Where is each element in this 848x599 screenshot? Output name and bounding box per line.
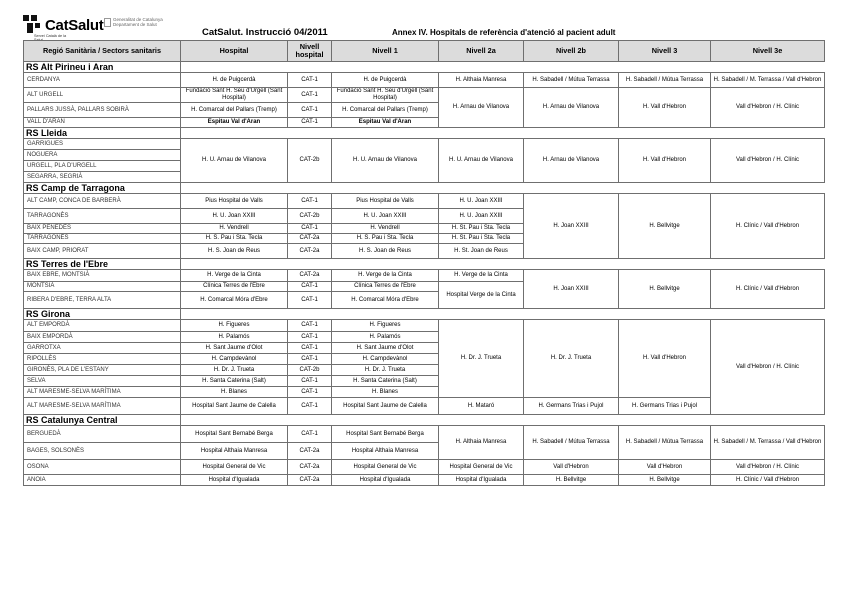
nivell2b-cell: H. Dr. J. Trueta — [524, 320, 619, 398]
hospital-cell: H. Santa Caterina (Salt) — [181, 376, 288, 387]
level-cell: CAT-1 — [288, 73, 332, 88]
nivell3e-cell: H. Sabadell / M. Terrassa / Vall d'Hebron — [711, 426, 825, 460]
logo-brand: CatSalut — [45, 17, 104, 34]
table-row — [24, 139, 825, 150]
nivell1-cell: H. Santa Caterina (Salt) — [332, 376, 439, 387]
nivell2a-cell: H. Althaia Manresa — [439, 73, 524, 88]
nivell2b-cell: H. Sabadell / Mútua Terrassa — [524, 426, 619, 460]
hospital-cell: H. Vendrell — [181, 224, 288, 234]
level-cell: CAT-2a — [288, 234, 332, 244]
sector-name: GARROTXA — [24, 343, 181, 354]
nivell1-cell: Clínica Terres de l'Ebre — [332, 282, 439, 292]
nivell2a-cell: H. U. Joan XXIII — [439, 209, 524, 224]
hospital-cell: H. Blanes — [181, 387, 288, 398]
region-name: RS Alt Pirineu i Aran — [24, 62, 181, 73]
level-cell: CAT-1 — [288, 118, 332, 128]
hospital-cell: Hospital Sant Jaume de Calella — [181, 398, 288, 415]
table-row — [24, 426, 825, 443]
sector-name: URGELL, PLA D'URGELL — [24, 161, 181, 172]
nivell1-cell: Hospital Sant Bernabé Berga — [332, 426, 439, 443]
hospital-cell: Fundació Sant H. Seu d'Urgell (Sant Hospital) — [181, 88, 288, 103]
level-cell: CAT-1 — [288, 88, 332, 103]
level-cell: CAT-2a — [288, 244, 332, 259]
nivell3-cell: H. Vall d'Hebron — [619, 88, 711, 128]
level-cell: CAT-1 — [288, 320, 332, 332]
nivell2a-cell: H. Arnau de Vilanova — [439, 88, 524, 128]
nivell2b-cell: H. Joan XXIII — [524, 270, 619, 309]
nivell1-cell: H. Dr. J. Trueta — [332, 365, 439, 376]
nivell3-cell: H. Bellvitge — [619, 270, 711, 309]
nivell3e-cell: Vall d'Hebron / H. Clínic — [711, 460, 825, 475]
sector-name: ANOIA — [24, 475, 181, 486]
hospital-cell: H. Campdevànol — [181, 354, 288, 365]
nivell1-cell: H. Comarcal del Pallars (Tremp) — [332, 103, 439, 118]
region-name: RS Camp de Tarragona — [24, 183, 181, 194]
sector-name: PALLARS JUSSÀ, PALLARS SOBIRÀ — [24, 103, 181, 118]
nivell2a-cell: H. Verge de la Cinta — [439, 270, 524, 282]
nivell2a-cell: H. U. Arnau de Vilanova — [439, 139, 524, 183]
nivell3-cell: H. Germans Trias i Pujol — [619, 398, 711, 415]
generalitat-emblem-icon — [104, 18, 111, 27]
hospital-reference-table — [23, 40, 825, 486]
hospital-cell: H. Verge de la Cinta — [181, 270, 288, 282]
level-cell: CAT-2a — [288, 270, 332, 282]
nivell3-cell: H. Vall d'Hebron — [619, 139, 711, 183]
nivell1-cell: Pius Hospital de Valls — [332, 194, 439, 209]
region-name: RS Catalunya Central — [24, 415, 181, 426]
nivell2b-cell: H. Arnau de Vilanova — [524, 88, 619, 128]
level-cell: CAT-2a — [288, 475, 332, 486]
region-row — [24, 259, 825, 270]
hospital-cell: H. Comarcal del Pallars (Tremp) — [181, 103, 288, 118]
catsalut-mark-icon — [22, 13, 42, 35]
nivell2a-cell: Hospital d'Igualada — [439, 475, 524, 486]
nivell3e-cell: H. Sabadell / M. Terrassa / Vall d'Hebron — [711, 73, 825, 88]
nivell2b-cell: H. Arnau de Vilanova — [524, 139, 619, 183]
nivell3-cell: H. Sabadell / Mútua Terrassa — [619, 426, 711, 460]
level-cell: CAT-2a — [288, 460, 332, 475]
nivell3-cell: H. Vall d'Hebron — [619, 320, 711, 398]
sector-name: TARRAGONÈS — [24, 209, 181, 224]
level-cell: CAT-2b — [288, 139, 332, 183]
nivell2b-cell: H. Bellvitge — [524, 475, 619, 486]
nivell3e-cell: Vall d'Hebron / H. Clínic — [711, 320, 825, 415]
table-row — [24, 398, 825, 415]
sector-name: MONTSIÀ — [24, 282, 181, 292]
sector-name: GARRIGUES — [24, 139, 181, 150]
region-row — [24, 128, 825, 139]
hospital-cell: H. U. Joan XXIII — [181, 209, 288, 224]
nivell3-cell: H. Sabadell / Mútua Terrassa — [619, 73, 711, 88]
level-cell: CAT-1 — [288, 332, 332, 343]
table-row — [24, 475, 825, 486]
level-cell: CAT-1 — [288, 343, 332, 354]
region-row — [24, 183, 825, 194]
nivell1-cell: Hospital Sant Jaume de Calella — [332, 398, 439, 415]
nivell2b-cell: H. Joan XXIII — [524, 194, 619, 259]
sector-name: GIRONÈS, PLA DE L'ESTANY — [24, 365, 181, 376]
logo-servei: Servei Català de la — [34, 34, 67, 38]
hospital-cell: H. Palamós — [181, 332, 288, 343]
sector-name: BAIX PENEDÈS — [24, 224, 181, 234]
region-name: RS Lleida — [24, 128, 181, 139]
region-row — [24, 309, 825, 320]
sector-name: ALT EMPORDÀ — [24, 320, 181, 332]
nivell2a-cell: H. Althaia Manresa — [439, 426, 524, 460]
hospital-cell: Clínica Terres de l'Ebre — [181, 282, 288, 292]
nivell2a-cell: H. Mataró — [439, 398, 524, 415]
level-cell: CAT-1 — [288, 224, 332, 234]
level-cell: CAT-1 — [288, 387, 332, 398]
table-row — [24, 88, 825, 103]
region-name: RS Terres de l'Ebre — [24, 259, 181, 270]
header-nivell-hospital: Nivell hospital — [288, 41, 332, 62]
nivell1-cell: H. de Puigcerdà — [332, 73, 439, 88]
nivell2b-cell: H. Germans Trias i Pujol — [524, 398, 619, 415]
sector-name: ALT CAMP, CONCA DE BARBERÀ — [24, 194, 181, 209]
hospital-cell: Hospital General de Vic — [181, 460, 288, 475]
nivell1-cell: Espitau Val d'Aran — [332, 118, 439, 128]
nivell1-cell: H. Campdevànol — [332, 354, 439, 365]
level-cell: CAT-2a — [288, 443, 332, 460]
table-row — [24, 320, 825, 332]
nivell1-cell: H. U. Arnau de Vilanova — [332, 139, 439, 183]
header-nivell-2a: Nivell 2a — [439, 41, 524, 62]
nivell2b-cell: Vall d'Hebron — [524, 460, 619, 475]
nivell1-cell: Fundació Sant H. Seu d'Urgell (Sant Hospital) — [332, 88, 439, 103]
region-name: RS Girona — [24, 309, 181, 320]
sector-name: RIBERA D'EBRE, TERRA ALTA — [24, 292, 181, 309]
hospital-cell: H. U. Arnau de Vilanova — [181, 139, 288, 183]
hospital-cell: Hospital d'Igualada — [181, 475, 288, 486]
level-cell: CAT-1 — [288, 282, 332, 292]
sector-name: VALL D'ARAN — [24, 118, 181, 128]
table-row — [24, 460, 825, 475]
sector-name: BERGUEDÀ — [24, 426, 181, 443]
nivell1-cell: H. Verge de la Cinta — [332, 270, 439, 282]
nivell2a-cell: H. St. Pau i Sta. Tecla — [439, 234, 524, 244]
level-cell: CAT-1 — [288, 292, 332, 309]
hospital-cell: H. Comarcal Móra d'Ebre — [181, 292, 288, 309]
sector-name: RIPOLLÈS — [24, 354, 181, 365]
nivell2b-cell: H. Sabadell / Mútua Terrassa — [524, 73, 619, 88]
sector-name: ALT MARESME-SELVA MARÍTIMA — [24, 398, 181, 415]
header-nivell-2b: Nivell 2b — [524, 41, 619, 62]
nivell1-cell: Hospital General de Vic — [332, 460, 439, 475]
hospital-cell: H. Figueres — [181, 320, 288, 332]
sector-name: ALT MARESME-SELVA MARÍTIMA — [24, 387, 181, 398]
hospital-cell: H. S. Joan de Reus — [181, 244, 288, 259]
nivell1-cell: H. Vendrell — [332, 224, 439, 234]
nivell1-cell: H. Sant Jaume d'Olot — [332, 343, 439, 354]
nivell1-cell: H. Comarcal Móra d'Ebre — [332, 292, 439, 309]
hospital-cell: Espitau Val d'Aran — [181, 118, 288, 128]
nivell3-cell: Vall d'Hebron — [619, 460, 711, 475]
nivell2a-cell: H. Dr. J. Trueta — [439, 320, 524, 398]
sector-name: BAIX EBRE, MONTSIÀ — [24, 270, 181, 282]
nivell2a-cell: Hospital Verge de la Cinta — [439, 282, 524, 309]
nivell2a-cell: H. U. Joan XXIII — [439, 194, 524, 209]
nivell3e-cell: H. Clínic / Vall d'Hebron — [711, 270, 825, 309]
nivell3e-cell: H. Clínic / Vall d'Hebron — [711, 194, 825, 259]
sector-name: SEGARRA, SEGRIÀ — [24, 172, 181, 183]
level-cell: CAT-1 — [288, 103, 332, 118]
sector-name: BAIX CAMP, PRIORAT — [24, 244, 181, 259]
hospital-cell: Hospital Sant Bernabé Berga — [181, 426, 288, 443]
sector-name: CERDANYA — [24, 73, 181, 88]
hospital-cell: Pius Hospital de Valls — [181, 194, 288, 209]
nivell1-cell: Hospital d'Igualada — [332, 475, 439, 486]
header-nivell-3e: Nivell 3e — [711, 41, 825, 62]
sector-name: NOGUERA — [24, 150, 181, 161]
hospital-cell: H. Sant Jaume d'Olot — [181, 343, 288, 354]
level-cell: CAT-1 — [288, 426, 332, 443]
table-header-row — [24, 41, 825, 62]
nivell1-cell: H. Palamós — [332, 332, 439, 343]
level-cell: CAT-1 — [288, 354, 332, 365]
level-cell: CAT-1 — [288, 376, 332, 387]
header-nivell-1: Nivell 1 — [332, 41, 439, 62]
level-cell: CAT-2b — [288, 365, 332, 376]
logo-generalitat: Generalitat de Catalunya Departament de Salut — [113, 17, 163, 27]
nivell2a-cell: H. St. Pau i Sta. Tecla — [439, 224, 524, 234]
sector-name: BAIX EMPORDÀ — [24, 332, 181, 343]
header-hospital: Hospital — [181, 41, 288, 62]
nivell1-cell: H. Figueres — [332, 320, 439, 332]
nivell3-cell: H. Bellvitge — [619, 475, 711, 486]
header-region: Regió Sanitària / Sectors sanitaris — [24, 41, 181, 62]
hospital-cell: H. S. Pau i Sta. Tecla — [181, 234, 288, 244]
sector-name: TARRAGONÈS — [24, 234, 181, 244]
region-row — [24, 62, 825, 73]
table-row — [24, 194, 825, 209]
level-cell: CAT-1 — [288, 194, 332, 209]
region-row — [24, 415, 825, 426]
nivell2a-cell: H. St. Joan de Reus — [439, 244, 524, 259]
sector-name: ALT URGELL — [24, 88, 181, 103]
document-title: CatSalut. Instrucció 04/2011 — [202, 27, 328, 38]
sector-name: BAGES, SOLSONÈS — [24, 443, 181, 460]
nivell1-cell: H. S. Pau i Sta. Tecla — [332, 234, 439, 244]
nivell1-cell: H. U. Joan XXIII — [332, 209, 439, 224]
nivell1-cell: H. Blanes — [332, 387, 439, 398]
hospital-cell: H. Dr. J. Trueta — [181, 365, 288, 376]
nivell1-cell: H. S. Joan de Reus — [332, 244, 439, 259]
catsalut-logo — [22, 13, 192, 43]
nivell3-cell: H. Bellvitge — [619, 194, 711, 259]
nivell2a-cell: Hospital General de Vic — [439, 460, 524, 475]
nivell3e-cell: Vall d'Hebron / H. Clínic — [711, 139, 825, 183]
hospital-cell: Hospital Althaia Manresa — [181, 443, 288, 460]
document-subtitle: Annex IV. Hospitals de referència d'atenció al pacient adult — [392, 28, 616, 37]
nivell3e-cell: H. Clínic / Vall d'Hebron — [711, 475, 825, 486]
level-cell: CAT-1 — [288, 398, 332, 415]
nivell1-cell: Hospital Althaia Manresa — [332, 443, 439, 460]
level-cell: CAT-2b — [288, 209, 332, 224]
table-row — [24, 270, 825, 282]
table-row — [24, 73, 825, 88]
nivell3e-cell: Vall d'Hebron / H. Clínic — [711, 88, 825, 128]
header-nivell-3: Nivell 3 — [619, 41, 711, 62]
sector-name: SELVA — [24, 376, 181, 387]
hospital-cell: H. de Puigcerdà — [181, 73, 288, 88]
sector-name: OSONA — [24, 460, 181, 475]
